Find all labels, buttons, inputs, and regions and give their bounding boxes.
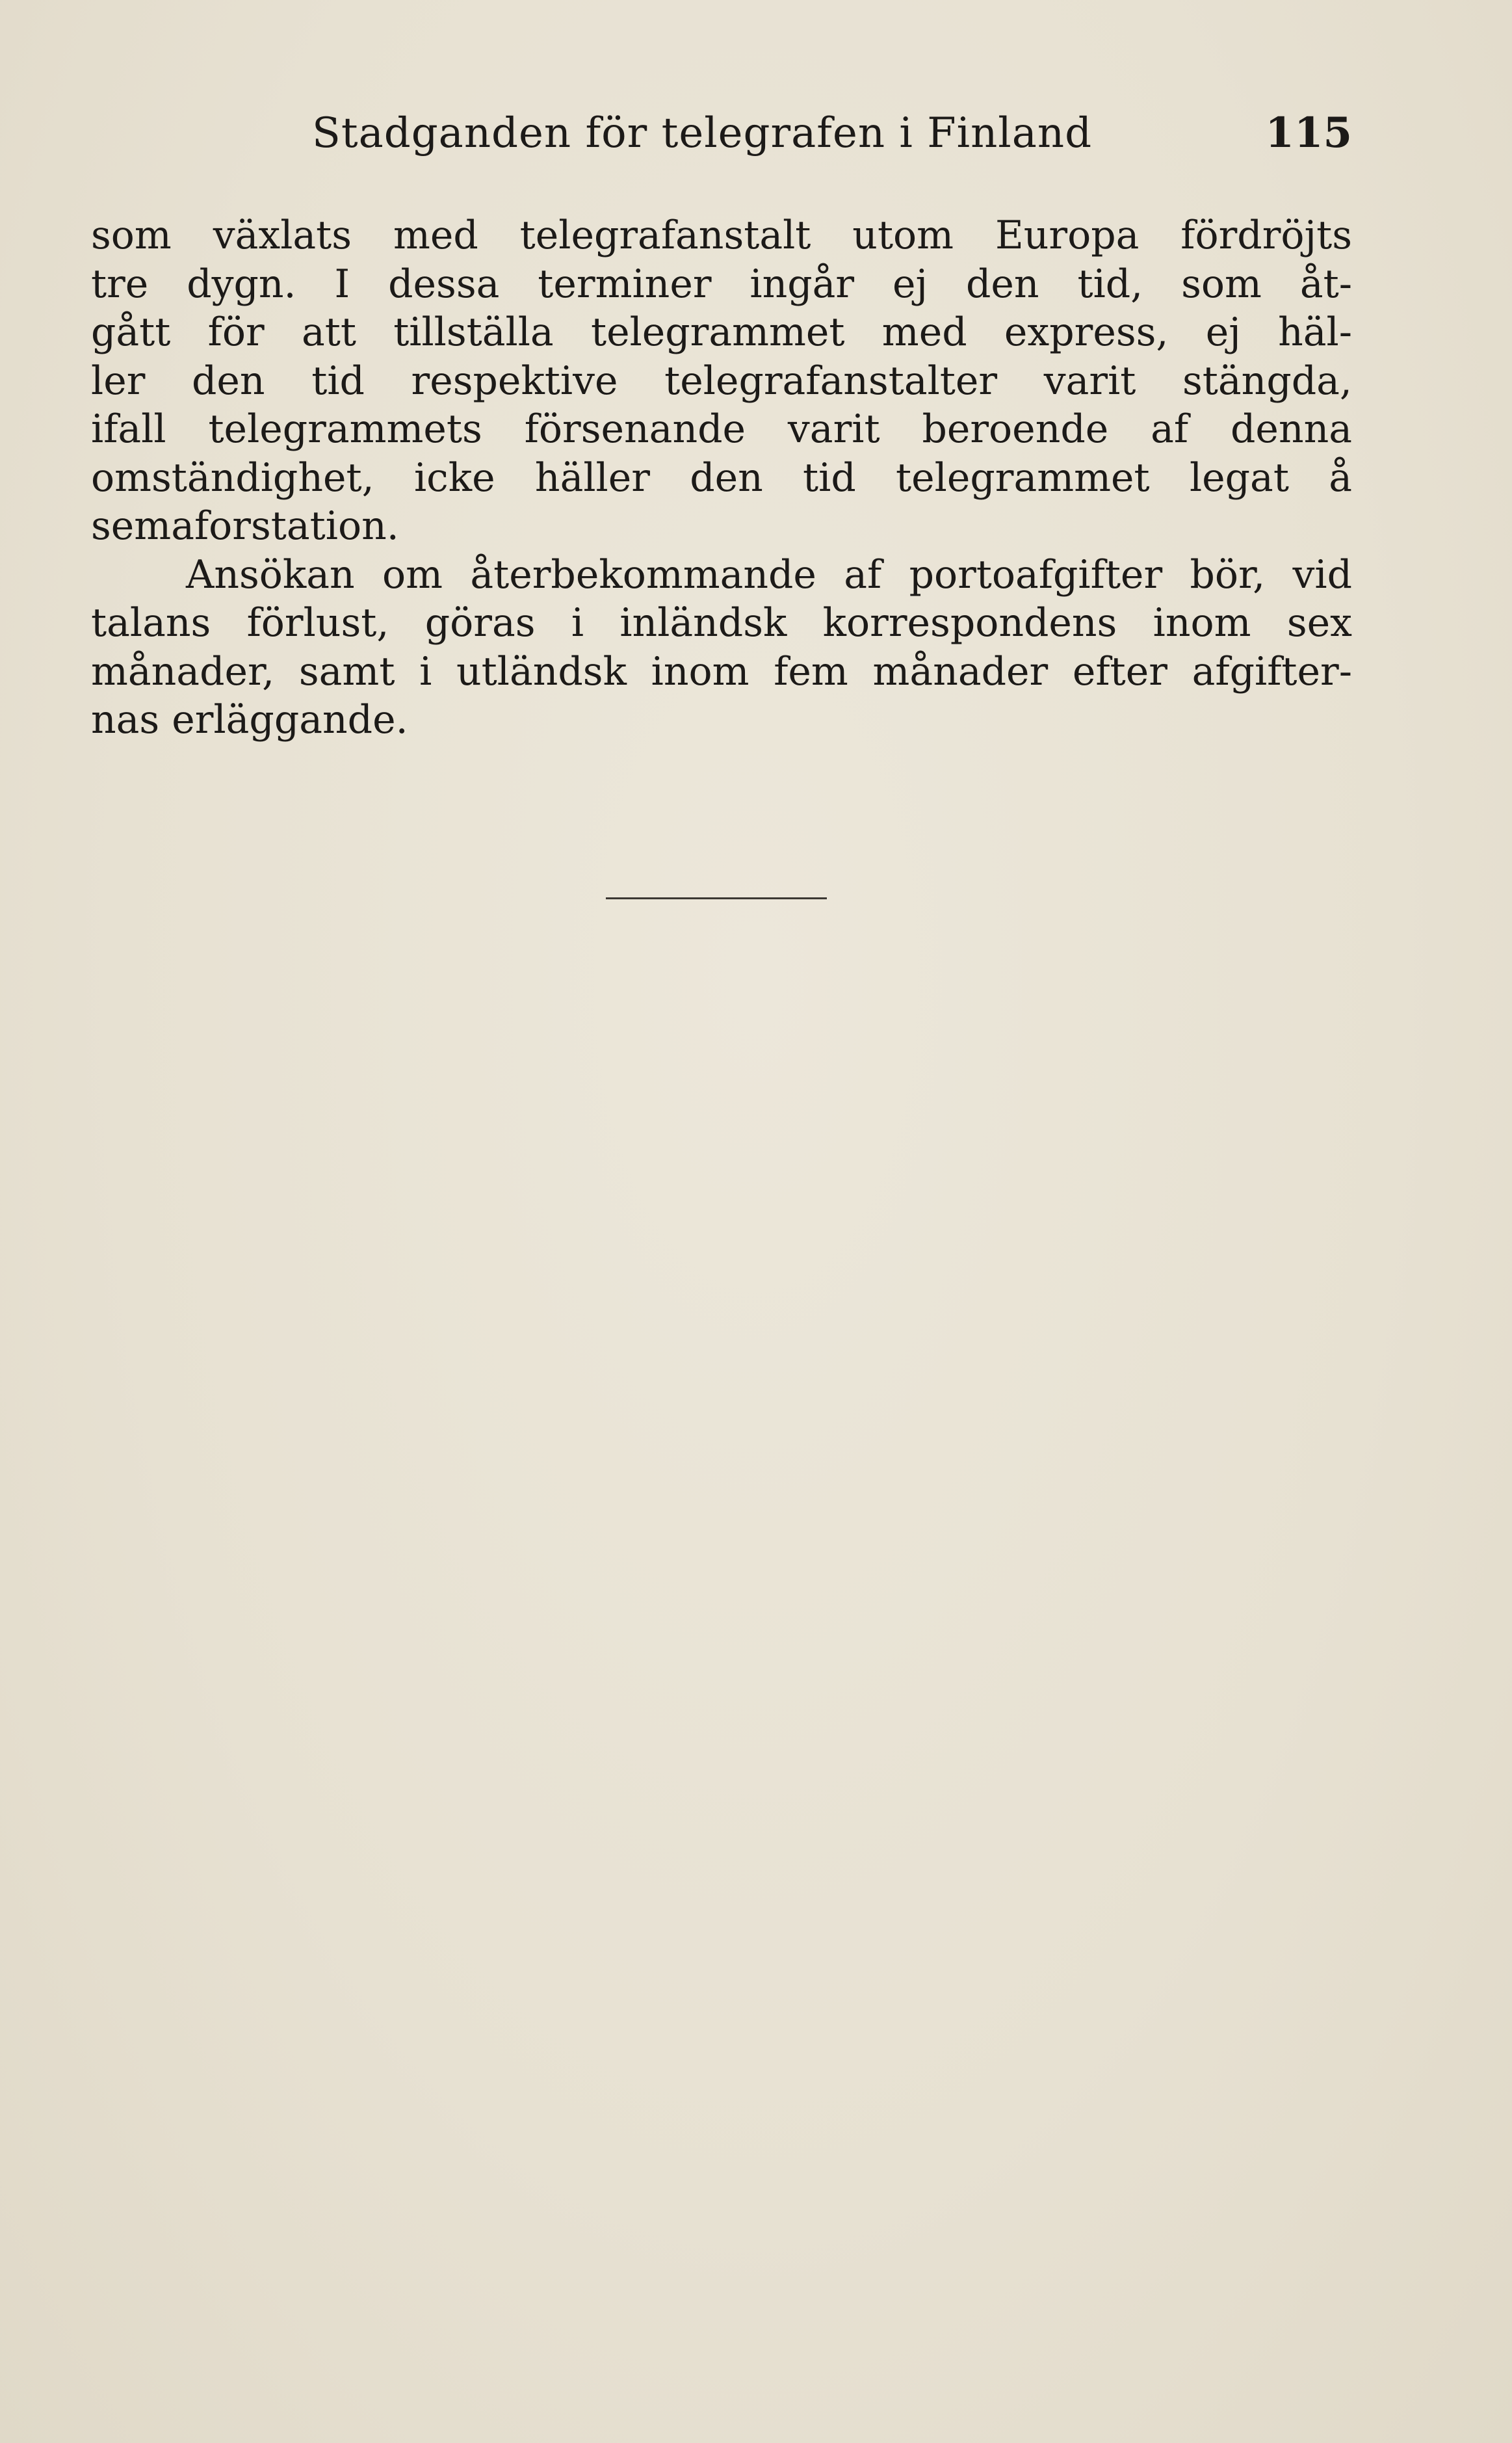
text-line: semaforstation. <box>91 503 399 549</box>
text-line: som växlats med telegrafanstalt utom Europa fördröjts <box>91 213 1352 258</box>
section-divider <box>606 897 827 899</box>
text-line: Ansökan om återbekommande af portoafgifter bör, vid <box>186 551 1352 598</box>
text-line: gått för att tillställa telegrammet med express, ej häl- <box>91 310 1352 355</box>
text-line: omständighet, icke häller den tid telegrammet legat å <box>91 455 1352 501</box>
text-line: nas erläggande. <box>91 697 408 743</box>
text-line: tre dygn. I dessa terminer ingår ej den tid, som åt- <box>91 261 1352 307</box>
page-number: 115 <box>1265 109 1352 157</box>
paragraph-1 <box>91 211 1352 551</box>
header-title: Stadganden för telegrafen i Finland <box>312 109 1093 157</box>
running-head <box>91 107 1352 159</box>
body-text <box>91 211 1352 745</box>
show-through-texture <box>91 748 1352 2341</box>
text-line: ler den tid respektive telegrafanstalter varit stängda, <box>91 358 1352 404</box>
text-line: ifall telegrammets försenande varit beroende af denna <box>91 406 1352 452</box>
text-line: talans förlust, göras i inländsk korrespondens inom sex <box>91 600 1352 646</box>
text-line: månader, samt i utländsk inom fem månader efter afgifter- <box>91 648 1352 694</box>
paragraph-2 <box>91 551 1352 745</box>
